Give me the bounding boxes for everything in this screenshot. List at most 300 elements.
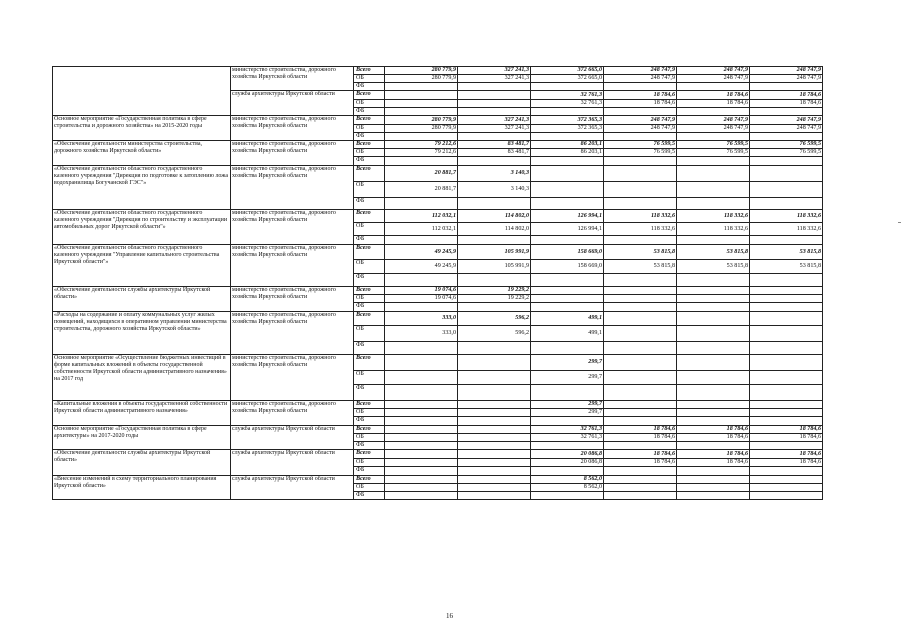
amount-cell-year-2015: 280 779,9: [385, 125, 458, 133]
amount-cell-year-2017: 86 203,1: [531, 149, 604, 157]
amount-cell-year-2016: [458, 442, 531, 450]
amount-cell-year-2020: [750, 371, 823, 385]
funding-type-cell: ОБ: [354, 149, 385, 157]
amount-cell-year-2016: 19 229,2: [458, 295, 531, 303]
amount-cell-year-2019: 53 815,8: [677, 245, 750, 260]
amount-cell-year-2016: [458, 417, 531, 426]
amount-cell-year-2015: [385, 342, 458, 355]
funding-type-cell: ОБ: [354, 223, 385, 236]
amount-cell-year-2020: [750, 108, 823, 116]
amount-cell-year-2019: [677, 417, 750, 426]
amount-cell-year-2018: [604, 401, 677, 409]
amount-cell-year-2019: [677, 312, 750, 326]
amount-cell-year-2020: [750, 467, 823, 476]
amount-cell-year-2016: 105 991,9: [458, 260, 531, 274]
executor-cell: министерство строительства, дорожного хозяйства Иркутской области: [231, 116, 354, 141]
amount-cell-year-2016: 327 241,3: [458, 75, 531, 83]
amount-cell-year-2016: 596,2: [458, 326, 531, 342]
amount-cell-year-2018: [604, 166, 677, 182]
amount-cell-year-2015: [385, 100, 458, 108]
table-row: [53, 287, 823, 295]
amount-cell-year-2017: 499,1: [531, 326, 604, 342]
measure-name-cell: «Капитальные вложения в объекты государственной собственности Иркутской области административного назначения»: [53, 401, 231, 426]
amount-cell-year-2017: [531, 303, 604, 312]
amount-cell-year-2018: [604, 303, 677, 312]
amount-cell-year-2018: [604, 236, 677, 245]
amount-cell-year-2017: 32 761,3: [531, 426, 604, 434]
funding-type-cell: Всего: [354, 91, 385, 100]
funding-type-cell: ФБ: [354, 83, 385, 91]
amount-cell-year-2017: 8 562,0: [531, 476, 604, 484]
amount-cell-year-2020: [750, 83, 823, 91]
amount-cell-year-2016: [458, 385, 531, 401]
amount-cell-year-2016: [458, 303, 531, 312]
amount-cell-year-2018: [604, 157, 677, 166]
amount-cell-year-2020: 53 815,8: [750, 260, 823, 274]
amount-cell-year-2020: 248 747,9: [750, 116, 823, 125]
funding-type-cell: Всего: [354, 355, 385, 371]
amount-cell-year-2018: 18 784,6: [604, 91, 677, 100]
amount-cell-year-2015: [385, 442, 458, 450]
amount-cell-year-2019: [677, 274, 750, 287]
amount-cell-year-2020: [750, 442, 823, 450]
amount-cell-year-2020: 248 747,9: [750, 67, 823, 75]
amount-cell-year-2020: 248 747,9: [750, 125, 823, 133]
amount-cell-year-2015: 19 074,6: [385, 295, 458, 303]
amount-cell-year-2016: 105 991,9: [458, 245, 531, 260]
amount-cell-year-2019: 53 815,8: [677, 260, 750, 274]
funding-type-cell: Всего: [354, 287, 385, 295]
amount-cell-year-2015: [385, 450, 458, 459]
executor-cell: министерство строительства, дорожного хозяйства Иркутской области: [231, 401, 354, 426]
amount-cell-year-2015: 79 212,6: [385, 149, 458, 157]
amount-cell-year-2019: 118 332,6: [677, 210, 750, 223]
amount-cell-year-2015: [385, 274, 458, 287]
amount-cell-year-2017: 372 665,0: [531, 67, 604, 75]
amount-cell-year-2016: [458, 108, 531, 116]
amount-cell-year-2019: 248 747,9: [677, 116, 750, 125]
amount-cell-year-2015: 280 779,9: [385, 67, 458, 75]
amount-cell-year-2020: 18 784,6: [750, 100, 823, 108]
amount-cell-year-2019: 248 747,9: [677, 67, 750, 75]
amount-cell-year-2016: 327 241,3: [458, 116, 531, 125]
funding-type-cell: ОБ: [354, 260, 385, 274]
amount-cell-year-2016: [458, 409, 531, 417]
amount-cell-year-2020: [750, 355, 823, 371]
amount-cell-year-2017: 20 086,8: [531, 450, 604, 459]
amount-cell-year-2015: 49 245,9: [385, 260, 458, 274]
amount-cell-year-2019: 248 747,9: [677, 75, 750, 83]
funding-type-cell: ФБ: [354, 342, 385, 355]
amount-cell-year-2020: 76 599,5: [750, 149, 823, 157]
amount-cell-year-2018: 248 747,9: [604, 116, 677, 125]
amount-cell-year-2015: [385, 385, 458, 401]
amount-cell-year-2020: [750, 476, 823, 484]
amount-cell-year-2019: [677, 287, 750, 295]
amount-cell-year-2016: [458, 426, 531, 434]
amount-cell-year-2016: [458, 476, 531, 484]
funding-type-cell: ФБ: [354, 385, 385, 401]
amount-cell-year-2017: 126 994,1: [531, 210, 604, 223]
amount-cell-year-2019: [677, 342, 750, 355]
amount-cell-year-2019: [677, 83, 750, 91]
amount-cell-year-2020: [750, 484, 823, 492]
amount-cell-year-2015: [385, 484, 458, 492]
amount-cell-year-2017: [531, 236, 604, 245]
funding-type-cell: Всего: [354, 476, 385, 484]
amount-cell-year-2017: [531, 157, 604, 166]
amount-cell-year-2018: 248 747,9: [604, 75, 677, 83]
amount-cell-year-2019: [677, 409, 750, 417]
amount-cell-year-2020: [750, 182, 823, 198]
amount-cell-year-2016: [458, 274, 531, 287]
amount-cell-year-2016: 114 802,0: [458, 210, 531, 223]
amount-cell-year-2019: 18 784,6: [677, 450, 750, 459]
table-row: [53, 401, 823, 409]
amount-cell-year-2016: 83 481,7: [458, 149, 531, 157]
amount-cell-year-2015: 280 779,9: [385, 75, 458, 83]
amount-cell-year-2016: [458, 198, 531, 210]
amount-cell-year-2015: [385, 401, 458, 409]
amount-cell-year-2017: 158 669,0: [531, 260, 604, 274]
amount-cell-year-2017: [531, 295, 604, 303]
amount-cell-year-2017: [531, 342, 604, 355]
amount-cell-year-2019: 18 784,6: [677, 91, 750, 100]
amount-cell-year-2018: [604, 342, 677, 355]
amount-cell-year-2018: [604, 476, 677, 484]
funding-type-cell: ФБ: [354, 198, 385, 210]
amount-cell-year-2015: [385, 467, 458, 476]
amount-cell-year-2019: [677, 401, 750, 409]
budget-table: [52, 66, 823, 500]
amount-cell-year-2020: [750, 236, 823, 245]
funding-type-cell: Всего: [354, 116, 385, 125]
amount-cell-year-2017: [531, 108, 604, 116]
table-row: [53, 355, 823, 371]
amount-cell-year-2019: [677, 442, 750, 450]
amount-cell-year-2018: [604, 492, 677, 500]
amount-cell-year-2020: [750, 274, 823, 287]
amount-cell-year-2020: [750, 295, 823, 303]
funding-type-cell: ФБ: [354, 108, 385, 116]
amount-cell-year-2019: 18 784,6: [677, 100, 750, 108]
table-row: [53, 476, 823, 484]
amount-cell-year-2020: [750, 166, 823, 182]
amount-cell-year-2018: [604, 295, 677, 303]
amount-cell-year-2019: [677, 303, 750, 312]
funding-type-cell: ФБ: [354, 133, 385, 141]
amount-cell-year-2019: [677, 492, 750, 500]
amount-cell-year-2018: 53 815,8: [604, 260, 677, 274]
funding-type-cell: Всего: [354, 210, 385, 223]
amount-cell-year-2019: [677, 166, 750, 182]
amount-cell-year-2015: 19 074,6: [385, 287, 458, 295]
amount-cell-year-2019: 18 784,6: [677, 459, 750, 467]
amount-cell-year-2017: 372 665,0: [531, 75, 604, 83]
amount-cell-year-2016: 83 481,7: [458, 141, 531, 149]
amount-cell-year-2016: [458, 459, 531, 467]
amount-cell-year-2020: [750, 409, 823, 417]
amount-cell-year-2016: [458, 484, 531, 492]
amount-cell-year-2019: 76 599,5: [677, 141, 750, 149]
amount-cell-year-2019: 18 784,6: [677, 426, 750, 434]
amount-cell-year-2018: [604, 409, 677, 417]
amount-cell-year-2015: [385, 492, 458, 500]
amount-cell-year-2015: 333,0: [385, 312, 458, 326]
amount-cell-year-2020: [750, 133, 823, 141]
amount-cell-year-2018: 248 747,9: [604, 125, 677, 133]
amount-cell-year-2020: [750, 287, 823, 295]
funding-type-cell: ОБ: [354, 459, 385, 467]
funding-type-cell: ОБ: [354, 75, 385, 83]
amount-cell-year-2016: [458, 236, 531, 245]
amount-cell-year-2017: 158 669,0: [531, 245, 604, 260]
amount-cell-year-2015: [385, 409, 458, 417]
executor-cell: министерство строительства, дорожного хозяйства Иркутской области: [231, 245, 354, 287]
amount-cell-year-2018: [604, 371, 677, 385]
amount-cell-year-2017: 20 086,8: [531, 459, 604, 467]
executor-cell: министерство строительства, дорожного хозяйства Иркутской области: [231, 210, 354, 245]
amount-cell-year-2020: 18 784,6: [750, 91, 823, 100]
funding-type-cell: ФБ: [354, 417, 385, 426]
amount-cell-year-2018: 18 784,6: [604, 100, 677, 108]
amount-cell-year-2020: 18 784,6: [750, 450, 823, 459]
amount-cell-year-2018: [604, 385, 677, 401]
executor-cell: министерство строительства, дорожного хозяйства Иркутской области: [231, 312, 354, 355]
amount-cell-year-2017: [531, 198, 604, 210]
amount-cell-year-2020: 53 815,8: [750, 245, 823, 260]
amount-cell-year-2020: [750, 342, 823, 355]
budget-table-container: [52, 66, 822, 500]
funding-type-cell: ОБ: [354, 182, 385, 198]
funding-type-cell: ОБ: [354, 484, 385, 492]
amount-cell-year-2017: [531, 274, 604, 287]
amount-cell-year-2016: [458, 355, 531, 371]
amount-cell-year-2016: 596,2: [458, 312, 531, 326]
funding-type-cell: ОБ: [354, 434, 385, 442]
table-row: [53, 245, 823, 260]
amount-cell-year-2015: [385, 371, 458, 385]
amount-cell-year-2017: 32 761,3: [531, 434, 604, 442]
amount-cell-year-2018: [604, 287, 677, 295]
funding-type-cell: ФБ: [354, 303, 385, 312]
amount-cell-year-2016: 3 140,3: [458, 166, 531, 182]
executor-cell: министерство строительства, дорожного хозяйства Иркутской области: [231, 355, 354, 401]
amount-cell-year-2019: [677, 326, 750, 342]
funding-type-cell: Всего: [354, 166, 385, 182]
amount-cell-year-2015: [385, 236, 458, 245]
amount-cell-year-2016: [458, 401, 531, 409]
amount-cell-year-2018: 18 784,6: [604, 459, 677, 467]
amount-cell-year-2016: [458, 83, 531, 91]
funding-type-cell: Всего: [354, 312, 385, 326]
amount-cell-year-2016: [458, 371, 531, 385]
executor-cell: служба архитектуры Иркутской области: [231, 426, 354, 450]
amount-cell-year-2016: [458, 450, 531, 459]
amount-cell-year-2017: [531, 492, 604, 500]
amount-cell-year-2020: [750, 492, 823, 500]
amount-cell-year-2019: 118 332,6: [677, 223, 750, 236]
executor-cell: служба архитектуры Иркутской области: [231, 476, 354, 500]
funding-type-cell: Всего: [354, 401, 385, 409]
amount-cell-year-2016: [458, 91, 531, 100]
amount-cell-year-2015: [385, 459, 458, 467]
budget-table-body: [53, 67, 823, 500]
amount-cell-year-2015: 112 032,1: [385, 210, 458, 223]
amount-cell-year-2016: 327 241,3: [458, 67, 531, 75]
funding-type-cell: ОБ: [354, 409, 385, 417]
amount-cell-year-2019: [677, 484, 750, 492]
amount-cell-year-2016: 327 241,3: [458, 125, 531, 133]
funding-type-cell: Всего: [354, 450, 385, 459]
measure-name-cell: [53, 67, 231, 116]
funding-type-cell: ФБ: [354, 236, 385, 245]
amount-cell-year-2015: [385, 83, 458, 91]
amount-cell-year-2020: 76 599,5: [750, 141, 823, 149]
amount-cell-year-2017: [531, 182, 604, 198]
measure-name-cell: «Обеспечение деятельности службы архитектуры Иркутской области»: [53, 287, 231, 312]
table-row: [53, 166, 823, 182]
amount-cell-year-2020: [750, 385, 823, 401]
table-row: [53, 426, 823, 434]
amount-cell-year-2016: [458, 133, 531, 141]
funding-type-cell: ОБ: [354, 371, 385, 385]
amount-cell-year-2017: 299,7: [531, 371, 604, 385]
amount-cell-year-2017: 372 365,3: [531, 116, 604, 125]
amount-cell-year-2018: 248 747,9: [604, 67, 677, 75]
amount-cell-year-2015: [385, 303, 458, 312]
measure-name-cell: «Обеспечение деятельности министерства строительства, дорожного хозяйства Иркутской области»: [53, 141, 231, 166]
table-row: [53, 116, 823, 125]
measure-name-cell: «Расходы на содержание и оплату коммунальных услуг жилых помещений, находящихся в оперативном управлении министерства строительства, дорожного хозяйства Иркутской области»: [53, 312, 231, 355]
amount-cell-year-2020: [750, 417, 823, 426]
amount-cell-year-2017: 8 562,0: [531, 484, 604, 492]
amount-cell-year-2019: [677, 133, 750, 141]
amount-cell-year-2015: 20 881,7: [385, 182, 458, 198]
amount-cell-year-2015: [385, 355, 458, 371]
amount-cell-year-2018: 53 815,8: [604, 245, 677, 260]
amount-cell-year-2015: [385, 133, 458, 141]
measure-name-cell: Основное мероприятие «Государственная политика в сфере строительства и дорожного хозяйства» на 2015-2020 годы: [53, 116, 231, 141]
amount-cell-year-2020: 118 332,6: [750, 223, 823, 236]
amount-cell-year-2017: [531, 133, 604, 141]
amount-cell-year-2020: 18 784,6: [750, 459, 823, 467]
amount-cell-year-2017: 499,1: [531, 312, 604, 326]
amount-cell-year-2016: 19 229,2: [458, 287, 531, 295]
amount-cell-year-2020: [750, 326, 823, 342]
amount-cell-year-2019: 18 784,6: [677, 434, 750, 442]
amount-cell-year-2020: [750, 401, 823, 409]
measure-name-cell: «Обеспечение деятельности областного государственного казенного учреждения "Дирекция по подготовке к затоплению ложа водохранилища Богучанской ГЭС"»: [53, 166, 231, 210]
amount-cell-year-2018: [604, 108, 677, 116]
amount-cell-year-2018: [604, 198, 677, 210]
amount-cell-year-2019: [677, 157, 750, 166]
measure-name-cell: «Обеспечение деятельности областного государственного казенного учреждения "Управление капитального строительства Иркутской области"»: [53, 245, 231, 287]
amount-cell-year-2016: [458, 492, 531, 500]
funding-type-cell: Всего: [354, 141, 385, 149]
amount-cell-year-2017: [531, 166, 604, 182]
funding-type-cell: Всего: [354, 426, 385, 434]
amount-cell-year-2018: [604, 312, 677, 326]
measure-name-cell: «Обеспечение деятельности областного государственного казенного учреждения "Дирекция по строительству и эксплуатации автомобильных дорог Иркутской области"»: [53, 210, 231, 245]
amount-cell-year-2018: [604, 326, 677, 342]
amount-cell-year-2020: [750, 198, 823, 210]
amount-cell-year-2017: [531, 467, 604, 476]
funding-type-cell: ОБ: [354, 326, 385, 342]
funding-type-cell: ФБ: [354, 157, 385, 166]
amount-cell-year-2018: [604, 182, 677, 198]
amount-cell-year-2018: 18 784,6: [604, 450, 677, 459]
table-row: [53, 141, 823, 149]
amount-cell-year-2018: 118 332,6: [604, 210, 677, 223]
amount-cell-year-2019: [677, 198, 750, 210]
amount-cell-year-2017: [531, 287, 604, 295]
amount-cell-year-2019: [677, 476, 750, 484]
amount-cell-year-2015: [385, 476, 458, 484]
executor-cell: служба архитектуры Иркутской области: [231, 450, 354, 476]
amount-cell-year-2016: 114 802,0: [458, 223, 531, 236]
amount-cell-year-2016: [458, 467, 531, 476]
page-number: 16: [446, 612, 453, 620]
funding-type-cell: ОБ: [354, 100, 385, 108]
amount-cell-year-2015: 333,0: [385, 326, 458, 342]
amount-cell-year-2015: 112 032,1: [385, 223, 458, 236]
amount-cell-year-2019: [677, 355, 750, 371]
funding-type-cell: ОБ: [354, 295, 385, 303]
measure-name-cell: Основное мероприятие «Осуществление бюджетных инвестиций в форме капитальных вложений в объекты государственной собственности Иркутской области административного назначения» на 2017 год: [53, 355, 231, 401]
executor-cell: служба архитектуры Иркутской области: [231, 91, 354, 116]
amount-cell-year-2020: [750, 312, 823, 326]
amount-cell-year-2020: [750, 157, 823, 166]
amount-cell-year-2019: [677, 385, 750, 401]
amount-cell-year-2015: [385, 434, 458, 442]
amount-cell-year-2019: 76 599,5: [677, 149, 750, 157]
amount-cell-year-2015: 79 212,6: [385, 141, 458, 149]
amount-cell-year-2015: 49 245,9: [385, 245, 458, 260]
amount-cell-year-2015: [385, 108, 458, 116]
amount-cell-year-2018: [604, 355, 677, 371]
amount-cell-year-2017: [531, 83, 604, 91]
amount-cell-year-2016: [458, 342, 531, 355]
amount-cell-year-2019: [677, 108, 750, 116]
amount-cell-year-2018: [604, 417, 677, 426]
executor-cell: министерство строительства, дорожного хозяйства Иркутской области: [231, 141, 354, 166]
funding-type-cell: ФБ: [354, 274, 385, 287]
funding-type-cell: ФБ: [354, 492, 385, 500]
amount-cell-year-2018: 76 599,5: [604, 149, 677, 157]
amount-cell-year-2020: 18 784,6: [750, 434, 823, 442]
measure-name-cell: Основное мероприятие «Государственная политика в сфере архитектуры» на 2017-2020 годы: [53, 426, 231, 450]
amount-cell-year-2017: 32 761,3: [531, 91, 604, 100]
amount-cell-year-2018: 118 332,6: [604, 223, 677, 236]
amount-cell-year-2016: [458, 157, 531, 166]
funding-type-cell: ОБ: [354, 125, 385, 133]
amount-cell-year-2019: 248 747,9: [677, 125, 750, 133]
amount-cell-year-2018: 18 784,6: [604, 426, 677, 434]
table-row: [53, 67, 823, 75]
amount-cell-year-2020: 248 747,9: [750, 75, 823, 83]
amount-cell-year-2019: [677, 371, 750, 385]
amount-cell-year-2020: 118 332,6: [750, 210, 823, 223]
measure-name-cell: «Обеспечение деятельности службы архитектуры Иркутской области»: [53, 450, 231, 476]
amount-cell-year-2015: [385, 426, 458, 434]
table-row: [53, 312, 823, 326]
amount-cell-year-2017: 372 365,3: [531, 125, 604, 133]
funding-type-cell: Всего: [354, 245, 385, 260]
amount-cell-year-2015: [385, 157, 458, 166]
amount-cell-year-2017: [531, 385, 604, 401]
amount-cell-year-2015: [385, 198, 458, 210]
